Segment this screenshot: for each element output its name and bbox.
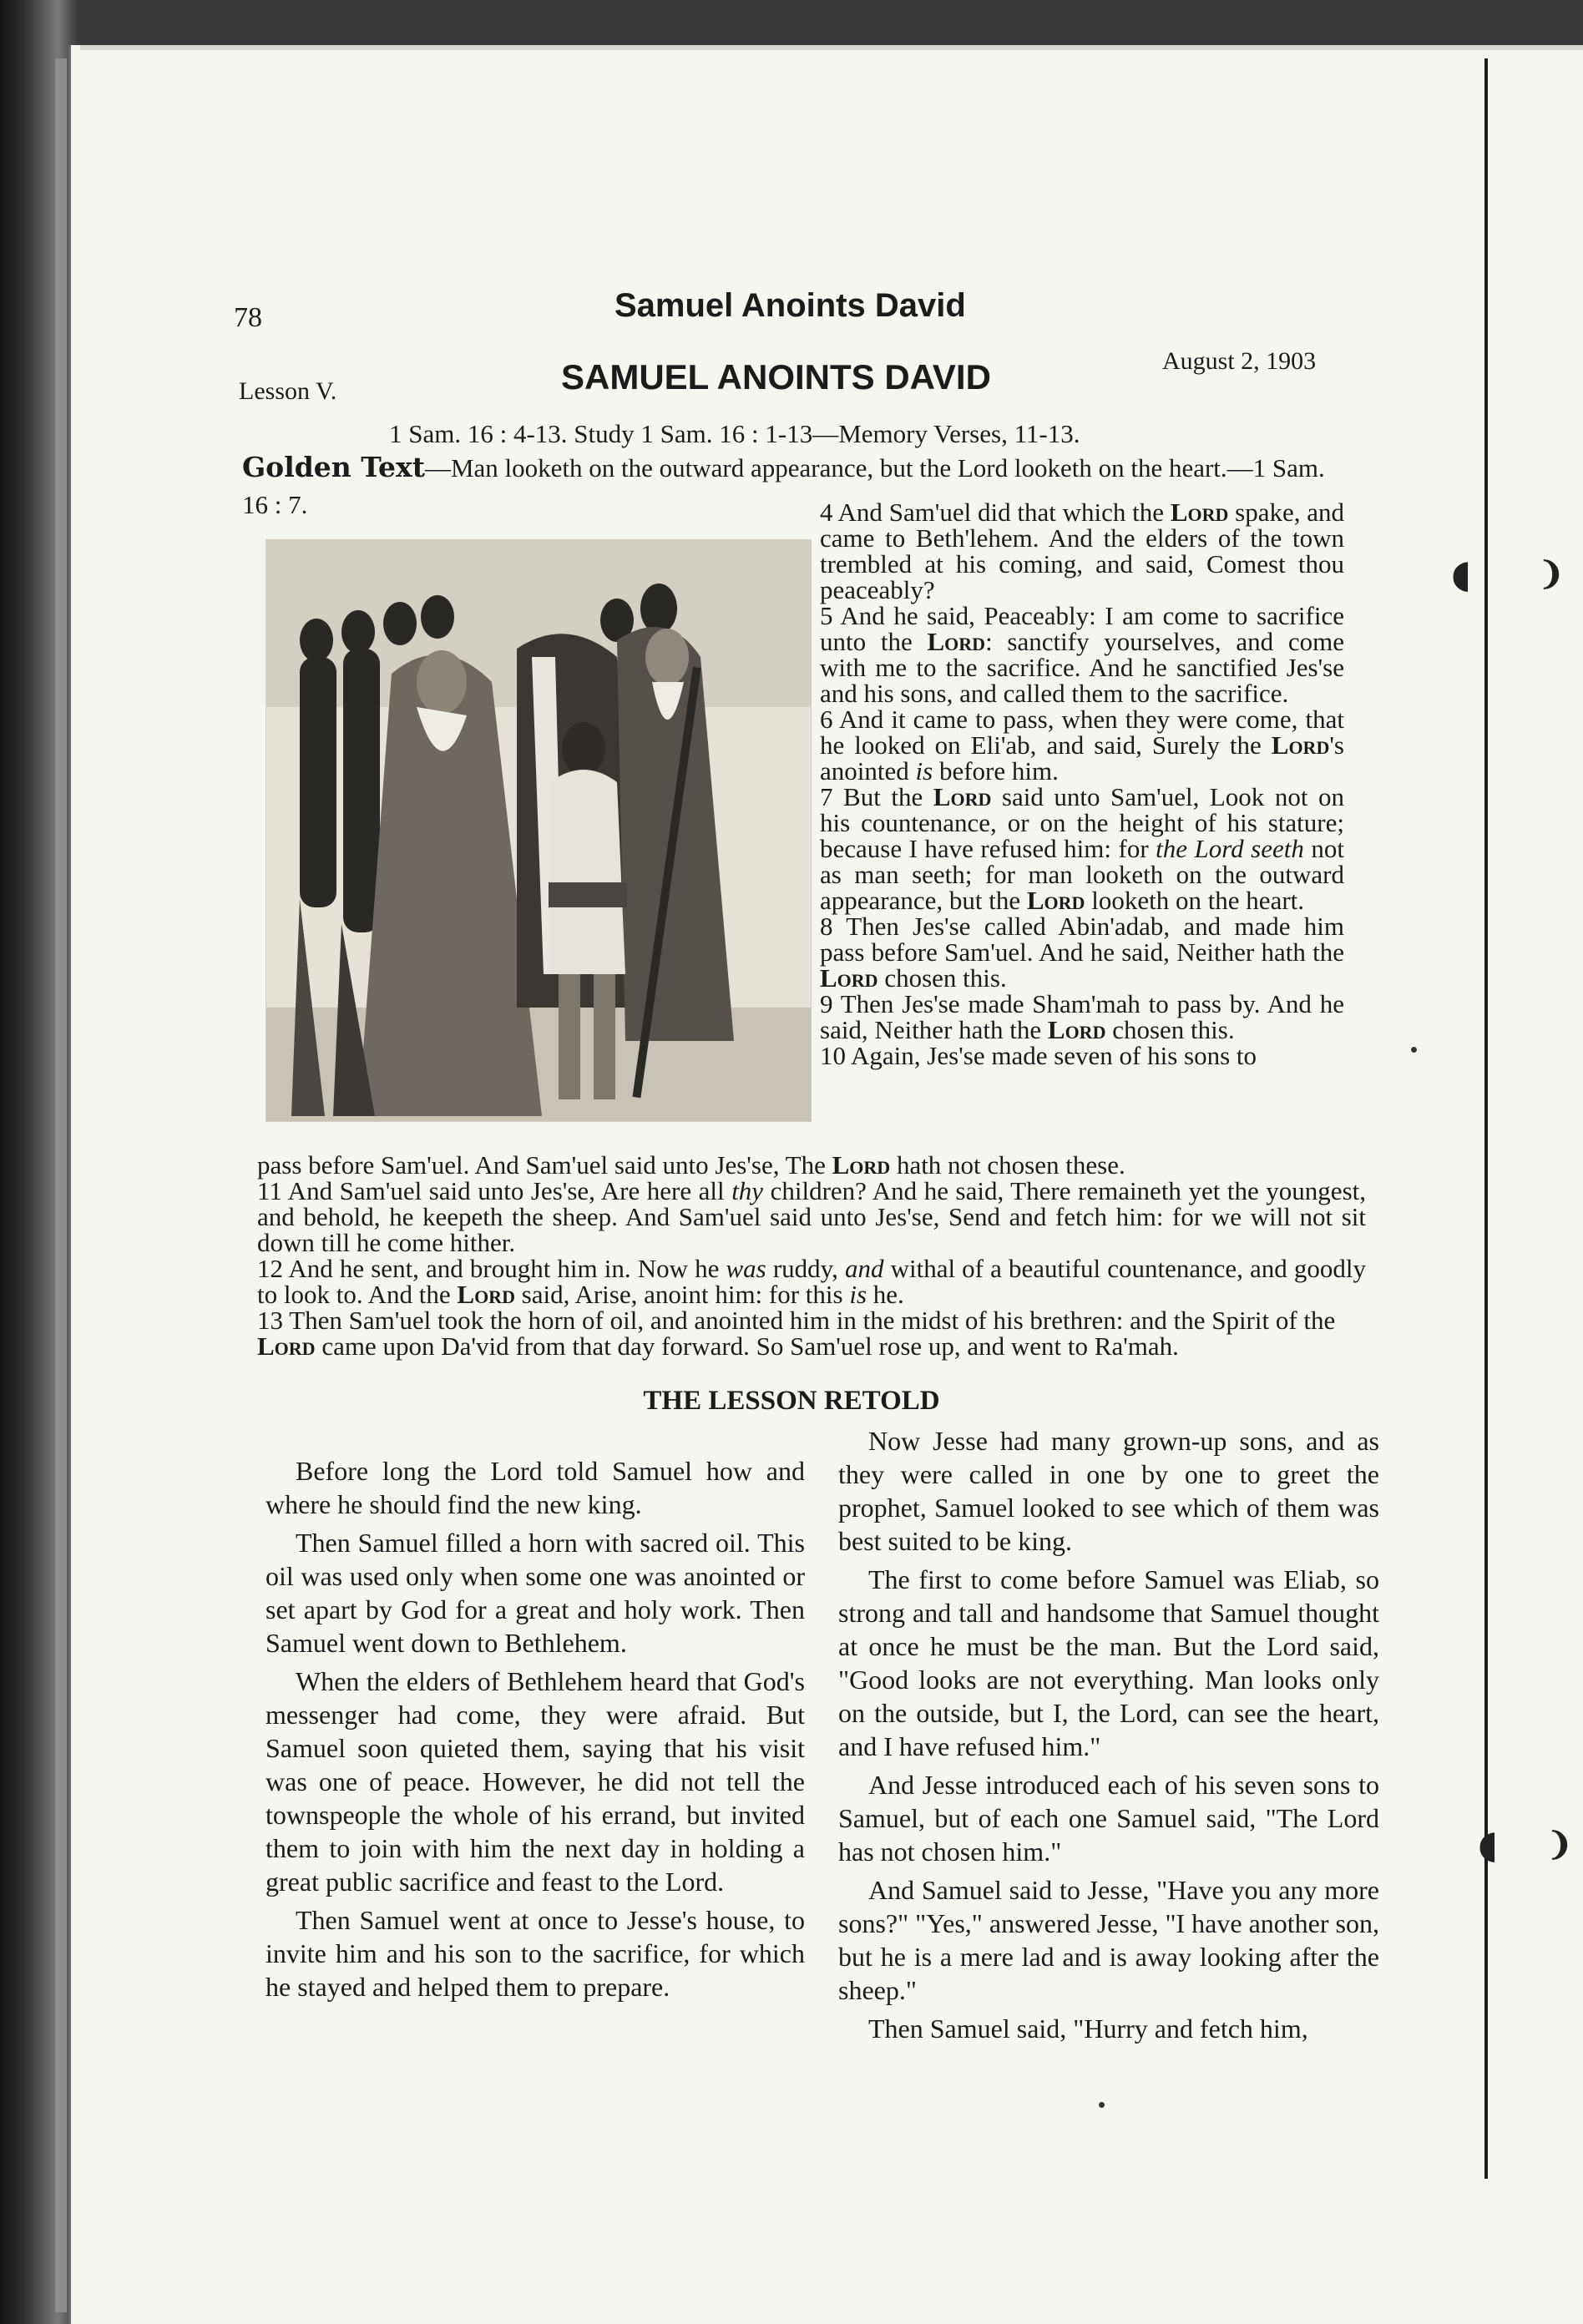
scripture-verse-10-end: pass before Sam'uel. And Sam'uel said unto Jes'se, The Lord hath not chosen these. <box>257 1150 1125 1180</box>
retold-paragraph: Then Samuel filled a horn with sacred oil. This oil was used only when some one was anointed or set apart by God for a great and holy work. Then Samuel went down to Bethlehem. <box>266 1528 805 1658</box>
retold-paragraph: When the elders of Bethlehem heard that God's messenger had come, they were afraid. But Samuel soon quieted them, saying that his visit was one of peace. However, he did not tell the townspeople the whole of his errand, but invited them to join with him the next day in holding a great public sacrifice and feast to the Lord. <box>266 1666 805 1897</box>
margin-mark-upper-right: ❩ <box>1538 554 1565 592</box>
retold-paragraph: Now Jesse had many grown-up sons, and as they were called in one by one to greet the prophet, Samuel looked to see which of them was best suited to be king. <box>838 1426 1379 1556</box>
golden-text-body: —Man looketh on the outward appearance, but the Lord looketh on the heart.—1 Sam. 16 : 7. <box>242 453 1325 519</box>
scripture-verse-11: 11 And Sam'uel said unto Jes'se, Are here all thy children? And he said, There remaineth yet the youngest, and behold, he keepeth the sheep. And Sam'uel said unto Jes'se, Send and fetch him: for we will not sit down till he come hither. <box>257 1176 1366 1257</box>
lesson-title: SAMUEL ANOINTS DAVID <box>561 357 991 397</box>
scripture-verse-9: 9 Then Jes'se made Sham'mah to pass by. And he said, Neither hath the Lord chosen this. <box>820 989 1344 1044</box>
retold-column-left <box>266 1454 805 2008</box>
golden-text-label: Golden Text <box>242 451 425 483</box>
binding-edge <box>55 58 67 2312</box>
ink-speck <box>1099 2102 1105 2108</box>
scripture-column-right <box>820 499 1344 1069</box>
lesson-label: Lesson V. <box>239 377 337 405</box>
retold-paragraph: The first to come before Samuel was Eliab, so strong and tall and handsome that Samuel thought at once he must be the man. But the Lord said, "Good looks are not everything. Man looks only on the outside, but I, the Lord, can see the heart, and I have refused him." <box>838 1564 1379 1761</box>
scripture-column-wide <box>257 1152 1366 1359</box>
margin-mark-lower-right: ❩ <box>1546 1825 1573 1862</box>
scripture-references: 1 Sam. 16 : 4-13. Study 1 Sam. 16 : 1-13—Memory Verses, 11-13. <box>389 419 1080 448</box>
scripture-verse-13: 13 Then Sam'uel took the horn of oil, and anointed him in the midst of his brethren: and the Spirit of the Lord came upon Da'vid from that day forward. So Sam'uel rose up, and went to Ra'mah. <box>257 1306 1336 1361</box>
page-top-edge <box>80 45 1583 50</box>
retold-paragraph: Before long the Lord told Samuel how and where he should find the new king. <box>266 1456 805 1519</box>
ink-speck <box>1411 1047 1417 1053</box>
scripture-verse-7: 7 But the Lord said unto Sam'uel, Look not on his countenance, or on the height of his stature; because I have refused him: for the Lord seeth not as man seeth; for man looketh on the outward appearance, but the Lord looketh on the heart. <box>820 782 1344 915</box>
margin-mark-upper: ◖ <box>1451 551 1472 596</box>
retold-paragraph: Then Samuel went at once to Jesse's house, to invite him and his son to the sacrifice, for which he stayed and helped them to prepare. <box>266 1905 805 2002</box>
scripture-verse-4: 4 And Sam'uel did that which the Lord spake, and came to Beth'lehem. And the elders of the town trembled at his coming, and said, Comest thou peaceably? <box>820 498 1345 604</box>
margin-mark-lower: ◖ <box>1478 1821 1499 1867</box>
page-number: 78 <box>234 302 262 333</box>
lesson-date: August 2, 1903 <box>1162 347 1317 375</box>
illustration-samuel-anointing-david <box>266 539 812 1122</box>
scripture-verse-6: 6 And it came to pass, when they were come, that he looked on Eli'ab, and said, Surely the Lord's anointed is before him. <box>820 705 1344 786</box>
retold-paragraph: And Jesse introduced each of his seven sons to Samuel, but of each one Samuel said, "The Lord has not chosen him." <box>838 1770 1379 1867</box>
running-head: Samuel Anoints David <box>614 287 966 324</box>
scripture-verse-10-start: 10 Again, Jes'se made seven of his sons to <box>820 1041 1257 1070</box>
scripture-verse-8: 8 Then Jes'se called Abin'adab, and made him pass before Sam'uel. And he said, Neither hath the Lord chosen this. <box>820 912 1344 993</box>
retold-column-right <box>838 1424 1379 2050</box>
lesson-retold-heading: THE LESSON RETOLD <box>643 1386 940 1416</box>
retold-paragraph: And Samuel said to Jesse, "Have you any more sons?" "Yes," answered Jesse, "I have another son, but he is a mere lad and is away looking after the sheep." <box>838 1875 1379 2005</box>
engraving-image <box>266 540 811 1121</box>
scripture-verse-12: 12 And he sent, and brought him in. Now he was ruddy, and withal of a beautiful countenance, and goodly to look to. And the Lord said, Arise, anoint him: for this is he. <box>257 1254 1366 1309</box>
retold-paragraph: Then Samuel said, "Hurry and fetch him, <box>868 2013 1308 2044</box>
scripture-verse-5: 5 And he said, Peaceably: I am come to sacrifice unto the Lord: sanctify yourselves, and come with me to the sacrifice. And he sanctified Jes'se and his sons, and called them to the sacrifice. <box>820 601 1344 708</box>
